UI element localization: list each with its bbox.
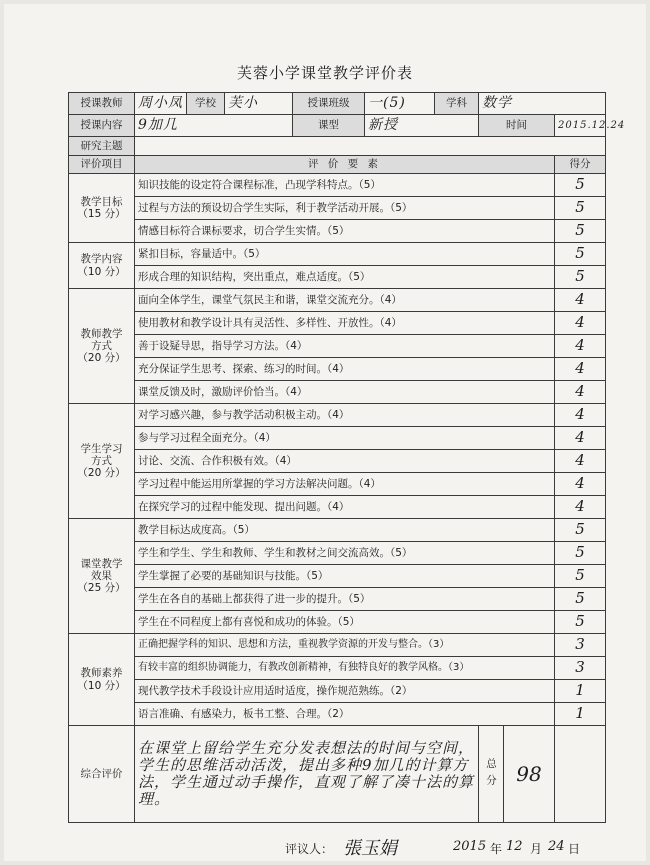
item-score: 4 [555, 289, 606, 312]
date-year: 2015 [453, 839, 487, 854]
criteria-item: 面向全体学生，课堂气氛民主和谐，课堂交流充分。（4） [135, 289, 555, 312]
criteria-item: 学生掌握了必要的基础知识与技能。（5） [135, 565, 555, 588]
item-score: 5 [555, 243, 606, 266]
month-suffix: 月 [530, 842, 543, 856]
comment-line: 在课堂上留给学生充分发表想法的时间与空间， [138, 738, 475, 757]
criteria-item: 学生在不同程度上都有喜悦和成功的体验。（5） [135, 611, 555, 634]
summary-comment [135, 726, 479, 823]
section-category: 教学内容 （10 分） [69, 243, 135, 289]
day-suffix: 日 [568, 842, 581, 856]
criteria-item: 参与学习过程全面充分。（4） [135, 427, 555, 450]
item-score: 4 [555, 358, 606, 381]
criteria-item: 课堂反馈及时，激励评价恰当。（4） [135, 381, 555, 404]
school-value: 芙小 [225, 93, 293, 115]
item-score: 5 [555, 197, 606, 220]
item-column-header: 评价项目 [69, 156, 135, 174]
time-value: 2015.12.24 [555, 115, 606, 137]
type-value: 新授 [365, 115, 479, 137]
criteria-item: 教学目标达成度高。（5） [135, 519, 555, 542]
section-category: 教学目标 （15 分） [69, 174, 135, 243]
item-score: 4 [555, 473, 606, 496]
content-value: 9加几 [135, 115, 293, 137]
criteria-item: 正确把握学科的知识、思想和方法，重视教学资源的开发与整合。（3） [135, 634, 555, 657]
summary-label: 综合评价 [69, 726, 135, 823]
criteria-item: 充分保证学生思考、探索、练习的时间。（4） [135, 358, 555, 381]
criteria-item: 现代教学技术手段设计应用适时适度，操作规范熟练。（2） [135, 680, 555, 703]
evaluation-table [68, 92, 626, 823]
criteria-item: 学生和学生、学生和教师、学生和教材之间交流高效。（5） [135, 542, 555, 565]
criteria-item: 紧扣目标，容量适中。（5） [135, 243, 555, 266]
criteria-column-header: 评 价 要 素 [135, 156, 555, 174]
teacher-label: 授课教师 [69, 93, 135, 115]
comment-line: 法，学生通过动手操作，直观了解了凑十法的算理。 [138, 773, 475, 809]
criteria-item: 讨论、交流、合作积极有效。（4） [135, 450, 555, 473]
criteria-item: 过程与方法的预设切合学生实际，利于教学活动开展。（5） [135, 197, 555, 220]
date-month: 12 [506, 839, 523, 854]
date-day: 24 [548, 839, 565, 854]
criteria-item: 情感目标符合课标要求，切合学生实情。（5） [135, 220, 555, 243]
item-score: 4 [555, 404, 606, 427]
total-value: 98 [516, 761, 542, 786]
topic-label: 研究主题 [69, 137, 135, 156]
form-title: 芙蓉小学课堂教学评价表 [236, 64, 413, 82]
total-block [479, 726, 555, 823]
subject-label: 学科 [435, 93, 479, 115]
criteria-item: 语言准确、有感染力，板书工整、合理。（2） [135, 703, 555, 726]
class-value: 一(5) [365, 93, 435, 115]
section-category: 教师教学 方式 （20 分） [69, 289, 135, 404]
total-label: 总分 [479, 726, 504, 822]
item-score: 1 [555, 703, 606, 726]
criteria-item: 学生在各自的基础上都获得了进一步的提升。（5） [135, 588, 555, 611]
item-score: 5 [555, 220, 606, 243]
criteria-item: 有较丰富的组织协调能力，有教改创新精神，有独特良好的教学风格。（3） [135, 657, 555, 680]
time-label: 时间 [479, 115, 555, 137]
item-score: 1 [555, 680, 606, 703]
item-score: 4 [555, 335, 606, 358]
item-score: 5 [555, 565, 606, 588]
criteria-item: 使用教材和教学设计具有灵活性、多样性、开放性。（4） [135, 312, 555, 335]
subject-value: 数学 [479, 93, 606, 115]
item-score: 4 [555, 450, 606, 473]
item-score: 5 [555, 519, 606, 542]
score-column-header: 得分 [555, 156, 606, 174]
footer [0, 832, 650, 862]
criteria-item: 学习过程中能运用所掌握的学习方法解决问题。（4） [135, 473, 555, 496]
teacher-value: 周小凤 [135, 93, 187, 115]
reviewer-signature: 張玉娟 [343, 838, 397, 859]
summary-blank [555, 726, 606, 823]
item-score: 4 [555, 427, 606, 450]
item-score: 4 [555, 312, 606, 335]
section-category: 学生学习 方式 （20 分） [69, 404, 135, 519]
section-category: 教师素养 （10 分） [69, 634, 135, 726]
section-category: 课堂教学 效果 （25 分） [69, 519, 135, 634]
item-score: 5 [555, 542, 606, 565]
reviewer-label: 评议人： [285, 842, 334, 856]
item-score: 4 [555, 381, 606, 404]
item-score: 5 [555, 266, 606, 289]
item-score: 3 [555, 657, 606, 680]
class-label: 授课班级 [293, 93, 365, 115]
criteria-item: 对学习感兴趣，参与教学活动积极主动。（4） [135, 404, 555, 427]
item-score: 4 [555, 496, 606, 519]
type-label: 课型 [293, 115, 365, 137]
content-label: 授课内容 [69, 115, 135, 137]
criteria-item: 形成合理的知识结构，突出重点，难点适度。（5） [135, 266, 555, 289]
criteria-item: 善于设疑导思，指导学习方法。（4） [135, 335, 555, 358]
item-score: 3 [555, 634, 606, 657]
item-score: 5 [555, 611, 606, 634]
item-score: 5 [555, 174, 606, 197]
criteria-item: 知识技能的设定符合课程标准，凸现学科特点。（5） [135, 174, 555, 197]
criteria-item: 在探究学习的过程中能发现、提出问题。（4） [135, 496, 555, 519]
school-label: 学校 [187, 93, 225, 115]
item-score: 5 [555, 588, 606, 611]
comment-line: 学生的思维活动活泼，提出多种9加几的计算方 [138, 755, 469, 774]
topic-value [135, 137, 606, 156]
year-suffix: 年 [490, 842, 503, 856]
